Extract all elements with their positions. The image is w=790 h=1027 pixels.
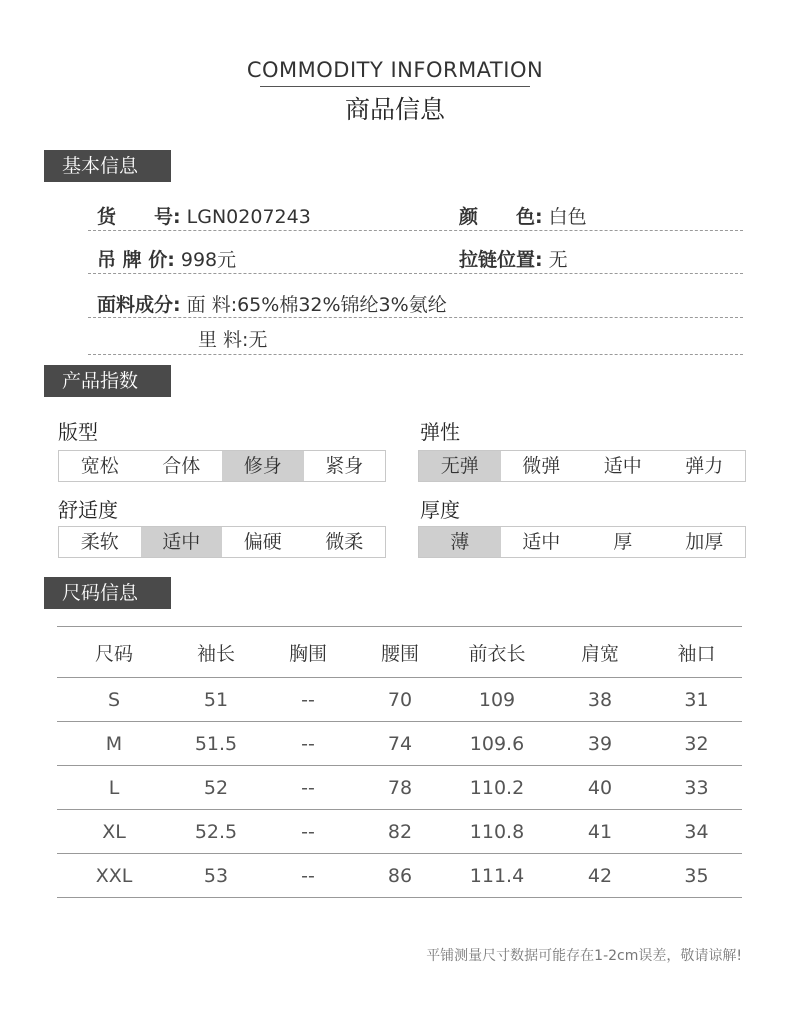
thickness-option: 厚 [613, 531, 633, 553]
table-cell: -- [261, 854, 355, 898]
table-cell: -- [261, 766, 355, 810]
fabric-row [97, 290, 447, 317]
thickness-label: 厚度 [420, 498, 460, 522]
elasticity-option: 微弹 [522, 455, 561, 477]
column-header: 胸围 [261, 627, 355, 678]
table-cell: 74 [355, 722, 445, 766]
comfort-option: 适中 [141, 527, 223, 557]
title-chinese: 商品信息 [344, 95, 445, 124]
table-cell: XXL [57, 854, 171, 898]
sku-row [97, 202, 311, 229]
price-row [97, 245, 236, 272]
dotted-divider [88, 317, 743, 318]
color-label: 颜 色: [459, 206, 543, 228]
size-table [57, 626, 742, 898]
zipper-label: 拉链位置: [459, 249, 543, 271]
table-row [57, 766, 742, 810]
dotted-divider [88, 354, 743, 355]
comfort-label: 舒适度 [58, 498, 118, 522]
table-cell: -- [261, 810, 355, 854]
title-divider [260, 86, 530, 87]
price-label: 吊 牌 价: [97, 249, 175, 271]
zipper-row [459, 245, 568, 272]
fabric-label: 面料成分: [97, 294, 181, 316]
column-header: 尺码 [57, 627, 171, 678]
table-cell: 111.4 [445, 854, 549, 898]
table-row [57, 810, 742, 854]
dotted-divider [88, 273, 743, 274]
fabric-lining: 里 料:无 [198, 329, 268, 351]
comfort-option: 偏硬 [243, 531, 282, 553]
table-cell: -- [261, 722, 355, 766]
section-size-info: 尺码信息 [44, 577, 171, 609]
table-row [57, 678, 742, 722]
table-cell: -- [261, 678, 355, 722]
dotted-divider [88, 230, 743, 231]
comfort-scale [58, 526, 386, 558]
table-cell: 109.6 [445, 722, 549, 766]
measurement-note: 平铺测量尺寸数据可能存在1-2cm误差，敬请谅解! [426, 948, 742, 964]
table-cell: 40 [549, 766, 651, 810]
size-table-header [57, 627, 742, 678]
table-cell: 38 [549, 678, 651, 722]
fit-scale [58, 450, 386, 482]
elasticity-option: 无弹 [419, 451, 501, 481]
table-cell: 33 [651, 766, 742, 810]
elasticity-option: 弹力 [685, 455, 724, 477]
table-cell: 86 [355, 854, 445, 898]
title-english: COMMODITY INFORMATION [246, 58, 544, 82]
thickness-scale [418, 526, 746, 558]
column-header: 腰围 [355, 627, 445, 678]
fit-label: 版型 [58, 420, 98, 444]
thickness-option: 适中 [522, 531, 561, 553]
table-cell: 78 [355, 766, 445, 810]
table-cell: 110.2 [445, 766, 549, 810]
comfort-option: 微柔 [325, 531, 364, 553]
column-header: 袖长 [171, 627, 261, 678]
section-product-index: 产品指数 [44, 365, 171, 397]
table-cell: L [57, 766, 171, 810]
zipper-value: 无 [548, 249, 568, 271]
table-row [57, 854, 742, 898]
table-cell: 42 [549, 854, 651, 898]
fit-option: 合体 [162, 455, 201, 477]
table-cell: 51 [171, 678, 261, 722]
table-cell: 35 [651, 854, 742, 898]
color-value: 白色 [548, 206, 587, 228]
table-cell: 32 [651, 722, 742, 766]
table-cell: 109 [445, 678, 549, 722]
elasticity-scale [418, 450, 746, 482]
fabric-outer: 面 料:65%棉32%锦纶3%氨纶 [186, 294, 447, 316]
section-basic-info: 基本信息 [44, 150, 171, 182]
table-cell: 53 [171, 854, 261, 898]
table-cell: 41 [549, 810, 651, 854]
table-cell: 34 [651, 810, 742, 854]
thickness-option: 加厚 [685, 531, 724, 553]
column-header: 肩宽 [549, 627, 651, 678]
table-cell: 52.5 [171, 810, 261, 854]
fit-option: 修身 [222, 451, 304, 481]
table-cell: XL [57, 810, 171, 854]
elasticity-option: 适中 [603, 455, 642, 477]
column-header: 袖口 [651, 627, 742, 678]
comfort-option: 柔软 [80, 531, 119, 553]
elasticity-label: 弹性 [420, 420, 460, 444]
sku-label: 货 号: [97, 206, 181, 228]
table-cell: 39 [549, 722, 651, 766]
table-cell: M [57, 722, 171, 766]
sku-value: LGN0207243 [186, 206, 311, 228]
table-cell: 31 [651, 678, 742, 722]
fit-option: 宽松 [80, 455, 119, 477]
price-value: 998元 [180, 249, 237, 271]
table-row [57, 722, 742, 766]
fit-option: 紧身 [325, 455, 364, 477]
table-cell: 70 [355, 678, 445, 722]
table-cell: 51.5 [171, 722, 261, 766]
table-cell: 82 [355, 810, 445, 854]
color-row [459, 202, 587, 229]
table-cell: 52 [171, 766, 261, 810]
thickness-option: 薄 [419, 527, 501, 557]
column-header: 前衣长 [445, 627, 549, 678]
table-cell: 110.8 [445, 810, 549, 854]
table-cell: S [57, 678, 171, 722]
